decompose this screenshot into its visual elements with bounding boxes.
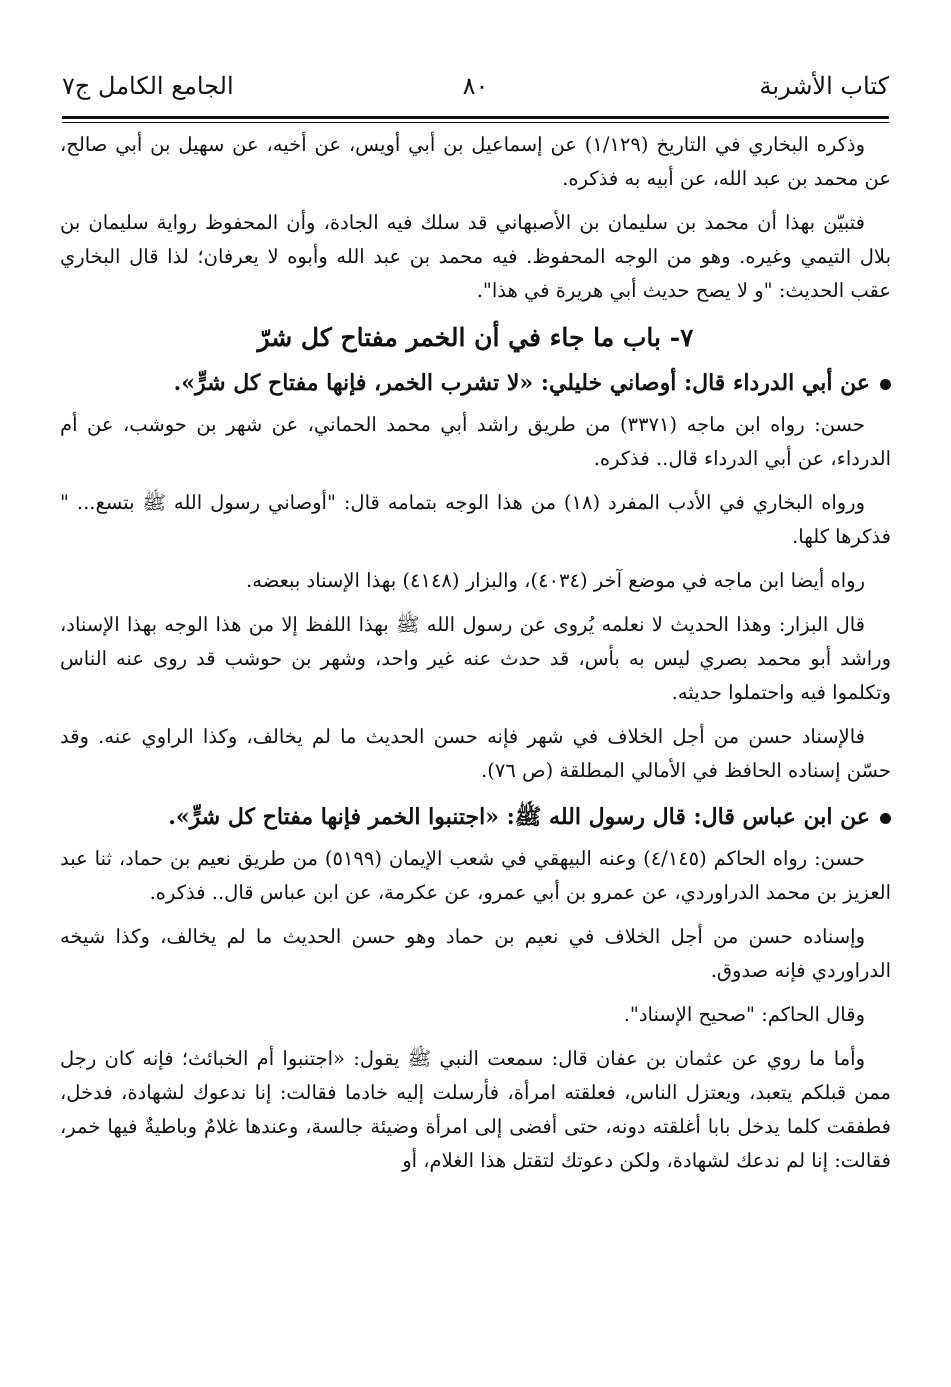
paragraph-3: حسن: رواه ابن ماجه (٣٣٧١) من طريق راشد أبي محمد الحماني، عن شهر بن حوشب، عن أم الدرداء، عن أبي الدرداء قال.. فذكره. <box>60 413 891 470</box>
paragraph-4: ورواه البخاري في الأدب المفرد (١٨) من هذا الوجه بتمامه قال: "أوصاني رسول الله ﷺ بتسع... " فذكرها كلها. <box>60 491 891 548</box>
header-rule-thick <box>62 116 889 119</box>
header-rule-thin <box>62 122 889 123</box>
page-header <box>40 66 911 112</box>
paragraph-10: وقال الحاكم: "صحيح الإسناد". <box>623 1003 865 1026</box>
chapter-heading: ٧- باب ما جاء في أن الخمر مفتاح كل شرّ <box>257 323 694 352</box>
paragraph-8: حسن: رواه الحاكم (٤/١٤٥) وعنه البيهقي في شعب الإيمان (٥١٩٩) من طريق نعيم بن حماد، ثنا عبد العزيز بن محمد الدراوردي، عن عمرو بن أبي عمرو، عن عكرمة، عن ابن عباس قال.. فذكره. <box>60 847 891 904</box>
paragraph-9: وإسناده حسن من أجل الخلاف في نعيم بن حماد وهو حسن الحديث ما لم يخالف، وكذا شيخه الدراوردي فإنه صدوق. <box>60 925 891 982</box>
paragraph-6: قال البزار: وهذا الحديث لا نعلمه يُروى عن رسول الله ﷺ بهذا اللفظ إلا من هذا الوجه بهذا الإسناد، وراشد أبو محمد بصري ليس به بأس، قد حدث عنه غير واحد، وشهر بن حوشب قد روى عنه الناس وتكلموا فيه واحتملوا حديثه. <box>60 613 891 704</box>
hadith-1-text: عن أبي الدرداء قال: أوصاني خليلي: «لا تشرب الخمر، فإنها مفتاح كل شرٍّ». <box>173 370 870 396</box>
hadith-1 <box>60 364 891 402</box>
paragraph-1: وذكره البخاري في التاريخ (١/١٢٩) عن إسماعيل بن أبي أويس، عن أخيه، عن سهيل بن أبي صالح، عن محمد بن عبد الله، عن أبيه به فذكره. <box>60 133 891 190</box>
bullet-icon <box>880 813 891 824</box>
page-number: ٨٠ <box>462 72 489 100</box>
paragraph-11: وأما ما روي عن عثمان بن عفان قال: سمعت النبي ﷺ يقول: «اجتنبوا أم الخبائث؛ فإنه كان رجل ممن قبلكم يتعبد، ويعتزل الناس، فعلقته امرأة، فأرسلت إليه خادما فقالت: إنا ندعوك لشهادة، فدخل، فطفقت كلما يدخل بابا أغلقته دونه، حتى أفضى إلى امرأة وضيئة جالسة، وعندها غلامٌ وباطيةٌ فيها خمر، فقالت: إنا لم ندعك لشهادة، ولكن دعوتك لتقتل هذا الغلام، أو <box>60 1047 891 1172</box>
bullet-icon <box>880 379 891 390</box>
paragraph-5: رواه أيضا ابن ماجه في موضع آخر (٤٠٣٤)، والبزار (٤١٤٨) بهذا الإسناد ببعضه. <box>246 569 865 592</box>
page-body <box>60 128 891 1188</box>
book-title: كتاب الأشربة <box>759 72 889 100</box>
collection-title: الجامع الكامل ج٧ <box>62 72 234 100</box>
hadith-2 <box>60 798 891 836</box>
paragraph-7: فالإسناد حسن من أجل الخلاف في شهر فإنه حسن الحديث ما لم يخالف، وكذا الراوي عنه. وقد حسّن إسناده الحافظ في الأمالي المطلقة (ص ٧٦). <box>60 725 891 782</box>
paragraph-2: فتبيّن بهذا أن محمد بن سليمان بن الأصبهاني قد سلك فيه الجادة، وأن المحفوظ رواية سليمان بن بلال التيمي وغيره. وهو من الوجه المحفوظ. فيه محمد بن عبد الله وأبوه لا يعرفان؛ لذا قال البخاري عقب الحديث: "و لا يصح حديث أبي هريرة في هذا". <box>60 211 891 302</box>
hadith-2-text: عن ابن عباس قال: قال رسول الله ﷺ: «اجتنبوا الخمر فإنها مفتاح كل شرٍّ». <box>168 804 870 830</box>
